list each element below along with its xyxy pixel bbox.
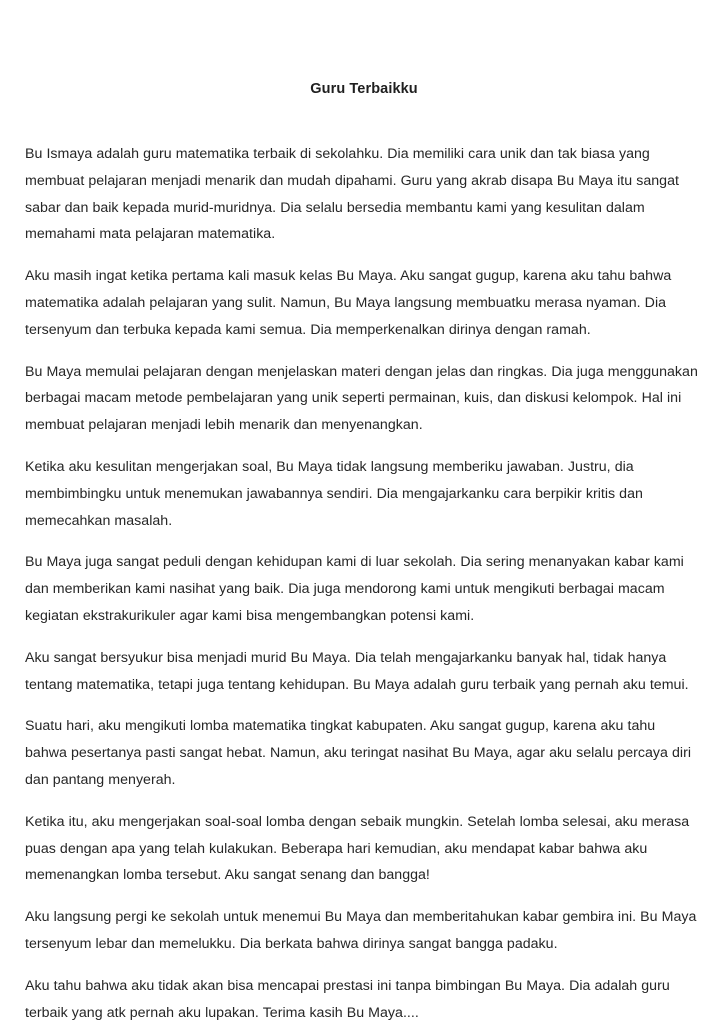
page-title: Guru Terbaikku <box>310 81 418 97</box>
paragraph: Ketika aku kesulitan mengerjakan soal, Bu Maya tidak langsung memberiku jawaban. Justru, dia membimbingku untuk menemukan jawabannya sendiri. Dia mengajarkanku cara berpikir kritis dan memecahkan masalah. <box>25 458 643 529</box>
paragraph: Bu Maya juga sangat peduli dengan kehidupan kami di luar sekolah. Dia sering menanyakan kabar kami dan memberikan kami nasihat yang baik. Dia juga mendorong kami untuk mengikuti berbagai macam kegiatan ekstrakurikuler agar kami bisa mengembangkan potensi kami. <box>25 554 684 624</box>
document-body <box>0 141 728 1026</box>
paragraph: Aku langsung pergi ke sekolah untuk menemui Bu Maya dan memberitahukan kabar gembira ini. Bu Maya tersenyum lebar dan memelukku. Dia berkata bahwa dirinya sangat bangga padaku. <box>25 909 697 952</box>
paragraph: Bu Maya memulai pelajaran dengan menjelaskan materi dengan jelas dan ringkas. Dia juga menggunakan berbagai macam metode pembelajaran yang unik seperti permainan, kuis, dan diskusi kelompok. Hal ini membuat pelajaran menjadi lebih menarik dan menyenangkan. <box>25 363 698 434</box>
paragraph: Suatu hari, aku mengikuti lomba matematika tingkat kabupaten. Aku sangat gugup, karena aku tahu bahwa pesertanya pasti sangat hebat. Namun, aku teringat nasihat Bu Maya, agar aku selalu percaya diri dan pantang menyerah. <box>25 718 692 788</box>
paragraph: Bu Ismaya adalah guru matematika terbaik di sekolahku. Dia memiliki cara unik dan tak biasa yang membuat pelajaran menjadi menarik dan mudah dipahami. Guru yang akrab disapa Bu Maya itu sangat sabar dan baik kepada murid-muridnya. Dia selalu bersedia membantu kami yang kesulitan dalam memahami mata pelajaran matematika. <box>25 146 679 243</box>
paragraph: Aku sangat bersyukur bisa menjadi murid Bu Maya. Dia telah mengajarkanku banyak hal, tidak hanya tentang matematika, tetapi juga tentang kehidupan. Bu Maya adalah guru terbaik yang pernah aku temui. <box>25 649 689 693</box>
paragraph: Aku tahu bahwa aku tidak akan bisa mencapai prestasi ini tanpa bimbingan Bu Maya. Dia adalah guru terbaik yang atk pernah aku lupakan. Terima kasih Bu Maya.... <box>25 977 670 1021</box>
paragraph: Ketika itu, aku mengerjakan soal-soal lomba dengan sebaik mungkin. Setelah lomba selesai, aku merasa puas dengan apa yang telah kulakukan. Beberapa hari kemudian, aku mendapat kabar bahwa aku memenangkan lomba tersebut. Aku sangat senang dan bangga! <box>25 813 690 884</box>
paragraph: Aku masih ingat ketika pertama kali masuk kelas Bu Maya. Aku sangat gugup, karena aku tahu bahwa matematika adalah pelajaran yang sulit. Namun, Bu Maya langsung membuatku merasa nyaman. Dia tersenyum dan terbuka kepada kami semua. Dia memperkenalkan dirinya dengan ramah. <box>25 268 672 338</box>
